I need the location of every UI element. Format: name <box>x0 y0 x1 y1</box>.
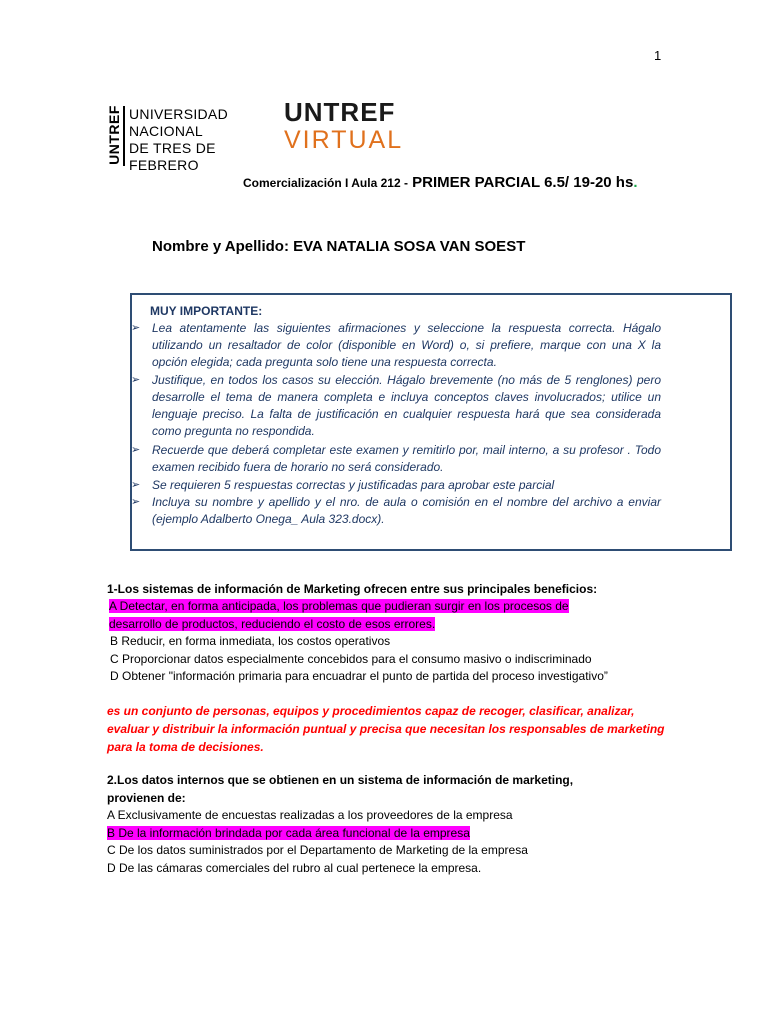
arrow-bullet-icon: ➢ <box>131 444 141 456</box>
exam-header <box>243 174 637 191</box>
question-2-title: 2.Los datos internos que se obtienen en un sistema de información de marketing, <box>107 773 574 787</box>
logo-line: UNIVERSIDAD <box>129 106 228 122</box>
instruction-item: ➢ Incluya su nombre y apellido y el nro. de aula o comisión en el nombre del archivo a enviar (ejemplo Adalberto Onega_ Aula 323.docx). <box>131 495 661 526</box>
question-1-justification: evaluar y distribuir la información puntual y precisa que necesitan los responsables de marketing <box>107 722 665 736</box>
logo-divider <box>123 106 125 166</box>
logo-vertical-text: UNTREF <box>106 105 122 165</box>
arrow-bullet-icon: ➢ <box>131 374 141 386</box>
instruction-item: ➢ Justifique, en todos los casos su elección. Hágalo brevemente (no más de 5 renglones) pero desarrolle el tema de manera completa e incluya conceptos claves involucrados; utilice un lenguaje preciso. La falta de justificación en cualquier respuesta hará que sea considerada como pregunta no respondida. <box>131 373 661 438</box>
question-1-justification: es un conjunto de personas, equipos y procedimientos capaz de recoger, clasificar, analizar, <box>107 704 635 718</box>
untref-virtual-logo <box>284 98 404 158</box>
selected-answer-highlight: desarrollo de productos, reduciendo el costo de esos errores. <box>109 617 436 631</box>
logo-virtual-bottom: VIRTUAL <box>284 126 404 154</box>
question-2-option-c: C De los datos suministrados por el Departamento de Marketing de la empresa <box>107 843 528 857</box>
page-number: 1 <box>654 48 662 63</box>
question-1-option-a <box>109 598 569 616</box>
question-1-title: 1-Los sistemas de información de Marketing ofrecen entre sus principales beneficios: <box>107 582 598 596</box>
header-dot: . <box>633 174 638 191</box>
question-1-option-b: B Reducir, en forma inmediata, los costos operativos <box>110 634 391 648</box>
instruction-item: ➢ Recuerde que deberá completar este examen y remitirlo por, mail interno, a su profesor . Todo examen recibido fuera de horario no será considerado. <box>131 443 661 474</box>
logo-line: DE TRES DE FEBRERO <box>129 140 216 173</box>
selected-answer-highlight: B De la información brindada por cada área funcional de la empresa <box>107 826 470 840</box>
logo-virtual-top: UNTREF <box>284 97 396 127</box>
selected-answer-highlight: A Detectar, en forma anticipada, los problemas que pudieran surgir en los procesos de <box>109 599 569 613</box>
question-2-option-d: D De las cámaras comerciales del rubro al cual pertenece la empresa. <box>107 861 482 875</box>
arrow-bullet-icon: ➢ <box>131 479 141 491</box>
question-2-title-cont: provienen de: <box>107 791 186 805</box>
question-2-option-a: A Exclusivamente de encuestas realizadas a los proveedores de la empresa <box>107 808 513 822</box>
question-1-option-a-cont <box>109 616 435 634</box>
question-1-option-c: C Proporcionar datos especialmente concebidos para el consumo masivo o indiscriminado <box>110 652 592 666</box>
arrow-bullet-icon: ➢ <box>131 322 141 334</box>
instructions-title: MUY IMPORTANTE: <box>150 304 263 318</box>
untref-university-logo <box>106 104 276 173</box>
exam-title: PRIMER PARCIAL 6.5/ 19-20 hs <box>407 174 634 191</box>
subject-label: Comercialización I Aula 212 - <box>243 176 408 190</box>
instruction-item: ➢ Lea atentamente las siguientes afirmaciones y seleccione la respuesta correcta. Hágalo utilizando un resaltador de color (disponible en Word) o, si prefiere, marque con una X la opción elegida; cada pregunta solo tiene una respuesta correcta. <box>131 321 661 369</box>
question-1-option-d: D Obtener "información primaria para encuadrar el punto de partida del proceso investigativo” <box>110 669 608 683</box>
arrow-bullet-icon: ➢ <box>131 496 141 508</box>
logo-line: NACIONAL <box>129 123 203 139</box>
student-name: Nombre y Apellido: EVA NATALIA SOSA VAN SOEST <box>152 238 526 255</box>
question-2-option-b <box>107 825 470 843</box>
instruction-item: ➢ Se requieren 5 respuestas correctas y justificadas para aprobar este parcial <box>131 478 555 492</box>
question-1-justification: para la toma de decisiones. <box>107 740 264 754</box>
